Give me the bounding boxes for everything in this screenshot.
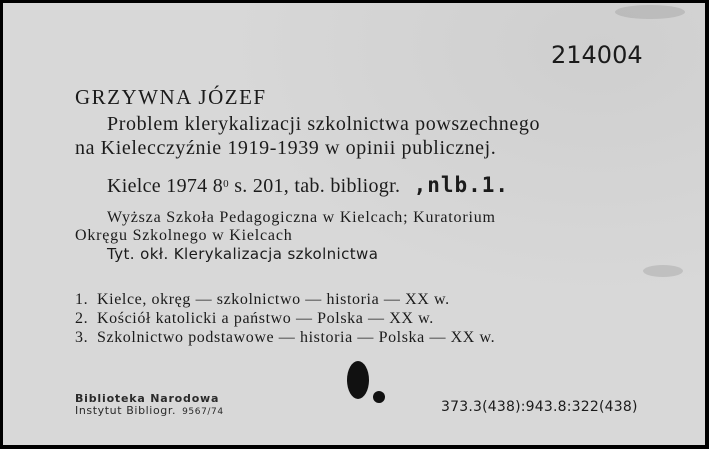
list-item [75, 291, 495, 310]
paper-stain [615, 5, 685, 19]
notes-line-3: Tyt. okł. Klerykalizacja szkolnictwa [107, 245, 379, 263]
library-name: Biblioteka Narodowa [75, 392, 220, 405]
subject-list [75, 291, 495, 348]
card-number: 9567/74 [182, 407, 224, 417]
subject-text: Kielce, okręg — szkolnictwo — historia — XX w. [97, 291, 450, 308]
imprint-format-sup: 0 [223, 178, 229, 190]
list-item [75, 329, 495, 348]
imprint-extent: s. 201, tab. bibliogr. [228, 175, 401, 197]
paper-stain [643, 265, 683, 277]
library-institute [75, 404, 224, 417]
ink-blot-icon [341, 358, 391, 408]
subject-number: 2. [75, 310, 89, 327]
list-item [75, 310, 495, 329]
subject-text: Szkolnictwo podstawowe — historia — Polska — XX w. [97, 329, 496, 346]
imprint-place-year: Kielce 1974 8 [107, 175, 224, 197]
title-line-1: Problem klerykalizacji szkolnictwa powszechnego [107, 113, 541, 135]
nlb-code: ,nlb.1. [413, 173, 510, 197]
author-heading: GRZYWNA JÓZEF [75, 85, 267, 109]
subject-text: Kościół katolicki a państwo — Polska — XX w. [97, 310, 434, 327]
institute-name: Instytut Bibliogr. [75, 404, 177, 417]
call-number: 214004 [551, 41, 643, 69]
notes-line-1: Wyższa Szkoła Pedagogiczna w Kielcach; Kuratorium [107, 209, 496, 226]
catalog-card [3, 3, 705, 445]
imprint-line [107, 173, 509, 198]
title-line-2: na Kielecczyźnie 1919-1939 w opinii publicznej. [75, 137, 497, 159]
udc-classification: 373.3(438):943.8:322(438) [441, 399, 638, 415]
subject-number: 1. [75, 291, 89, 308]
subject-number: 3. [75, 329, 89, 346]
notes-line-2: Okręgu Szkolnego w Kielcach [75, 227, 293, 244]
